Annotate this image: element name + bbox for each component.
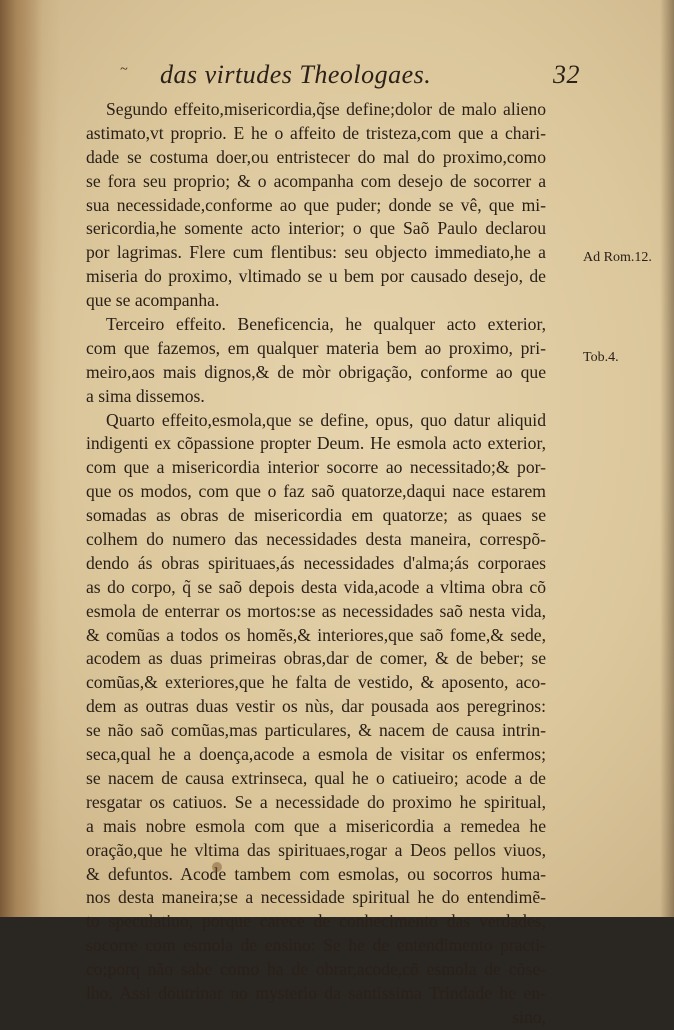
text-line: indigenti ex cõpassione propter Deum. He esmola acto exterior, [86,433,546,454]
text-line: com que a misericordia interior socorre ao necessitado;& por- [86,457,546,478]
book-spine-shadow [0,0,42,917]
text-line: & defuntos. Acode tambem com esmolas, ou socorros huma- [86,863,546,884]
page-edge-shadow [660,0,674,917]
text-line: dade se costuma doer,ou entristecer do mal do proximo,como [86,146,546,167]
text-line: se não saõ comũas,mas particulares, & nacem de causa intrin- [86,720,546,741]
text-line: Terceiro effeito. Beneficencia, he qualquer acto exterior, [106,314,546,335]
text-line: somadas as obras de misericordia em quatorze; as quaes se [86,505,546,526]
text-line: nos desta maneira;se a necessidade spiritual he do entendimẽ- [86,887,546,908]
text-line: esmola de enterrar os mortos:se as necessidades saõ nesta vida, [86,600,546,621]
text-line: lho. Assi doutrinar no mysterio da santissima Trindade he en- [86,982,546,1003]
text-line: se nacem de causa extrinseca, qual he o catiueiro; acode a de [86,767,546,788]
text-line: comũas,& exteriores,que he falta de vestido, & aposento, aco- [86,672,546,693]
text-line: meiro,aos mais dignos,& de mòr obrigação, conforme ao que [86,361,546,382]
text-line: dem as outras duas vestir os nùs, dar pousada aos peregrinos: [86,696,546,717]
text-line: acodem as duas primeiras obras,dar de comer, & de beber; se [86,648,546,669]
text-line: astimato,vt proprio. E he o affeito de tristeza,com que a chari- [86,122,546,143]
text-line: oração,que he vltima das spirituaes,rogar a Deos pellos viuos, [86,839,546,860]
text-line: to speculatiuo, porque carece de conhecimento das verdades, [86,911,546,932]
header-mark: ~ [120,62,129,77]
text-line: co;porq não sabe como ha de obrar,acode,cõ esmola de cõse- [86,959,546,980]
text-line: miseria do proximo, vltimado se u bem por causado desejo, de [86,266,546,287]
text-line: sericordia,he somente acto interior; o que Saõ Paulo declarou [86,218,546,239]
text-line: sua necessidade,conforme ao que puder; donde se vê, que mi- [86,194,546,215]
text-line: resgatar os catiuos. Se a necessidade do proximo he spiritual, [86,791,546,812]
paper-stain [212,862,222,872]
text-line: que os modos, com que o faz saõ quatorze,daqui nace estarem [86,481,546,502]
page-number: 32 [553,60,580,89]
text-line: Quarto effeito,esmola,que se define, opus, quo datur aliquid [106,409,546,430]
running-title: das virtudes Theologaes. [160,60,432,89]
body-text [86,98,546,1030]
text-line: colhem do numero das necessidades desta maneira, correspõ- [86,529,546,550]
text-line: Segundo effeito,misericordia,q̃se define;dolor de malo alieno [106,99,546,119]
text-line: dendo ás obras spirituaes,ás necessidades d'alma;ás corporaes [86,552,546,573]
text-line: a sima dissemos. [86,385,205,406]
text-line: a mais nobre esmola com que a misericordia a remedea he [86,815,546,836]
margin-note-tob: Tob.4. [583,350,619,365]
text-line: se fora seu proprio; & o acompanha com desejo de socorrer a [86,170,546,191]
text-line: sino, [512,1006,546,1027]
text-line: seca,qual he a doença,acode a esmola de visitar os enfermos; [86,744,546,765]
text-line: que se acompanha. [86,290,220,311]
text-line: com que fazemos, em qualquer materia bem ao proximo, pri- [86,337,546,358]
text-line: por lagrimas. Flere cum flentibus: seu objecto immediato,he a [86,242,546,263]
margin-note-rom: Ad Rom.12. [583,250,652,265]
running-header [120,58,580,98]
text-line: & comũas a todos os homẽs,& interiores,que saõ fome,& sede, [86,624,546,645]
text-line: as do corpo, q̃ se saõ depois desta vida,acode a vltima obra cõ [86,576,546,597]
text-line: socorre com esmola de ensino: Se he de entendimento practi- [86,935,546,956]
